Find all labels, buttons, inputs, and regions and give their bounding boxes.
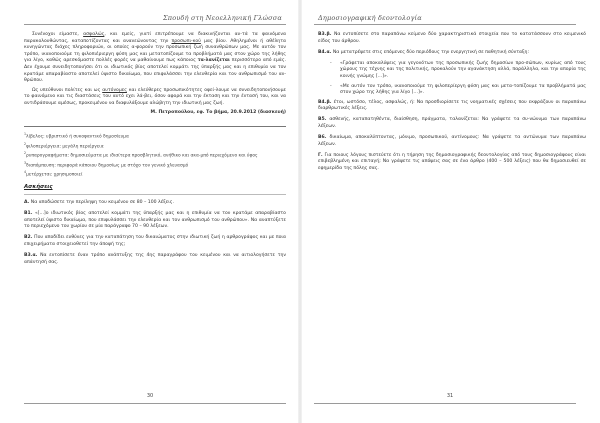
exercises-heading: Ασκήσεις [24, 184, 53, 191]
intro-paragraph-1: Συνένοχοι είμαστε, ασφαλώς, και εμείς, γιατί επιτρέπουμε να διακινήζονται αυ-τά τα φαινόμενα παρακολουθώντας, καταποτίζοντας και ανανεώνοντας την προσωπι-κού μας βίου. Αθηλημένοι ή αθέλητα κυνηγώντας διάχες πληροφοριών, οι οποίες α-φορούν την προσωπική ζωή συνανθρώπων μας. Με αυτόν τον τρόπο, ικανοποιούμε τη φιλοπιέριεργη φύση μας και μετατοπίζουμε τα προβλήματά μας στον χώρο της λήθης για λίγο, καθώς αρεσκόμαστε πολλές φορές να μαθαίνουμε πως κάποιος τα-λανίζεται περισσότερο από εμάς. Δεν έχουμε συνειδητοποιήσει ότι οι ιδιωτικός βίος αποτελεί κομμάτι της ύπαρξής μας και η επιθυμία να τον κρατάμε απαραβίαστο αποτελεί ύψιστο δικαίωμα, που επιφυλάσσει την ελευθερία και τον ανθρωπισμό του αν-θρώπου. [24, 32, 286, 84]
question-b5: Β5. ασθενής, καταπατηθέντα, διαίσθηση, πράγματα, ταλανίζεται: Να γράψετε τα συ-νώνυμα των παραπάνω λέξεων. [318, 117, 586, 130]
question-b2: Β2. Που αποδίδει ευθύνες για την καταπάτηση του δικαιώματος στην ιδιωτική ζωή η αρθρογράφος και με ποια επιχειρήματα στοιχειοθετεί την άποψή της; [24, 235, 287, 248]
question-b4a: Β4.α. Να μετατρέψετε στις επόμενες δύο περιόδους την ενεργητική σε παθητική σύνταξη: [318, 49, 530, 55]
right-page-body [318, 32, 586, 177]
question-b1: Β1. «[...]ο ιδιωτικός βίος αποτελεί κομμάτι της ύπαρξής μας και η επιθυμία να τον κρατάμε απαραβίαστο αποτελεί ύψιστο δικαίωμα, που επιφυλάσσει την ελευθερία και τον ανθρωπισμό του ανθρώπου». Να αναπτύξετε το περιεχόμενο του χωρίου σε μία παράγραφο 70 – 90 λέξεων. [24, 211, 286, 230]
right-page [300, 0, 600, 423]
left-page-number: 30 [146, 393, 154, 399]
footnote: $^3$διαπόμπευση: περιφορά κάποιου δημοσίως με στόχο τον γενικό χλευασμό [24, 160, 189, 168]
right-footer-rule [314, 403, 576, 404]
intro-paragraph-2: Ως υπεύθυνοι πολίτες και ως αυτόνομες και ελεύθερες προσωπικότητες οφεί-λουμε να συνειδητοποιήσουμε το φαινόμενο και τις διαστάσεις του αυτό εχει λά-βει, όσον αφορά και την έκταση και την έντασή του, και να αντιδράσουμε αμέσως, προκειμένου να διαφυλάξουμε αλώβητη την ιδιωτική μας ζωή. [24, 87, 286, 106]
left-page-body [24, 32, 286, 271]
left-footer-rule [24, 403, 286, 404]
left-running-head: Σπουδή στη Νεοελληνική Γλώσσα [162, 14, 282, 22]
footnote-rule [24, 126, 286, 127]
right-running-head: Δημοσιογραφική δεοντολογία [318, 14, 422, 22]
question-b4b: Β4.β. έτοι, ωστόσο, τέλος, ασφαλώς, ή: Να προσδιορίσετε τις νοηματικές σχέσεις που εκφράζουν οι παραπάνω διαρθρωτικές λέξεις. [318, 99, 586, 112]
right-header-rule [314, 24, 576, 25]
footnote: $^4$μετέρχεται: χρησιμοποιεί [24, 170, 83, 178]
article-source: Μ. Πετροπούλου, εφ. Το βήμα, 20.9.2012 (διασκευή) [150, 109, 286, 115]
exercises-rule [24, 194, 286, 195]
question-g: Γ. Για ποιους λόγους πιστεύετε ότι η τήρηση της δημοσιογραφικής δεοντολογίας από τους δημοσιογράφους είναι επιβεβλημένη και επιταγή; Να γράψετε τις απόψεις σας σε ένα άρθρο (400 – 500 λέξεις) που θα δημοσιευθεί σε εφημερίδα της πόλης σας. [318, 152, 586, 171]
footnotes [24, 131, 286, 178]
left-header-rule [24, 24, 286, 25]
question-b3b: Β3.β. Να εντοπίσετε στο παραπάνω κείμενο δύο χαρακτηριστικά στοιχεία που το κατατάσσουν στο κειμενικό είδος του άρθρου. [318, 32, 586, 44]
right-page-number: 31 [446, 393, 454, 399]
list-item: - «Γράφεται αποκαλύψεις για γεγονότων της προσωπικής ζωής δημοσίων προ-σώπων, κυρίως από τους χώρους της τέχνης και της πολιτικής, προκαλούν την αγανάκτηση αλλά, παράλληλα, και την απορία της κοινής γνώμης […]». [340, 61, 586, 81]
footnote: $^1$λίβελος: υβριστικό ή συκοφαντικό δημοσίευμα [24, 132, 129, 140]
question-b3a: Β3.α. Να εντοπίσετε έναν τρόπο ανάπτυξης της 4ης παραγράφου του κειμένου και να αιτιολογήσετε την απάντησή σας. [24, 253, 286, 265]
footnote: $^2$φιλοπεριέργεια: μεγάλη περιέργεια [24, 141, 104, 150]
question-b6: Β6. δικαίωμα, αποκαλύπτοντας, μόνιμο, προσωπικού, αντίνομους: Να γράψετε τα αντώνυμα των παραπάνω λέξεων. [318, 135, 586, 147]
list-item: - «Με αυτόν τον τρόπο, ικανοποιούμε τη φιλοπερίεργη φύση μας και μετα-τοπίζουμε τα προβλήματά μας στον χώρο της λήθης για λίγο […]». [340, 84, 586, 97]
question-a: Α. Να αποδώσετε την περίληψη του κειμένου σε 80 – 100 λέξεις. [24, 200, 174, 206]
footnote: $^2$ρυπαρογραφήματα: δημοσιεύματα με ιδιαίτερα προσβλητικό, ανήθικο και ακα-μπό περιεχόμενο και ύφος [24, 151, 258, 159]
b4a-sentence-list [318, 61, 586, 97]
